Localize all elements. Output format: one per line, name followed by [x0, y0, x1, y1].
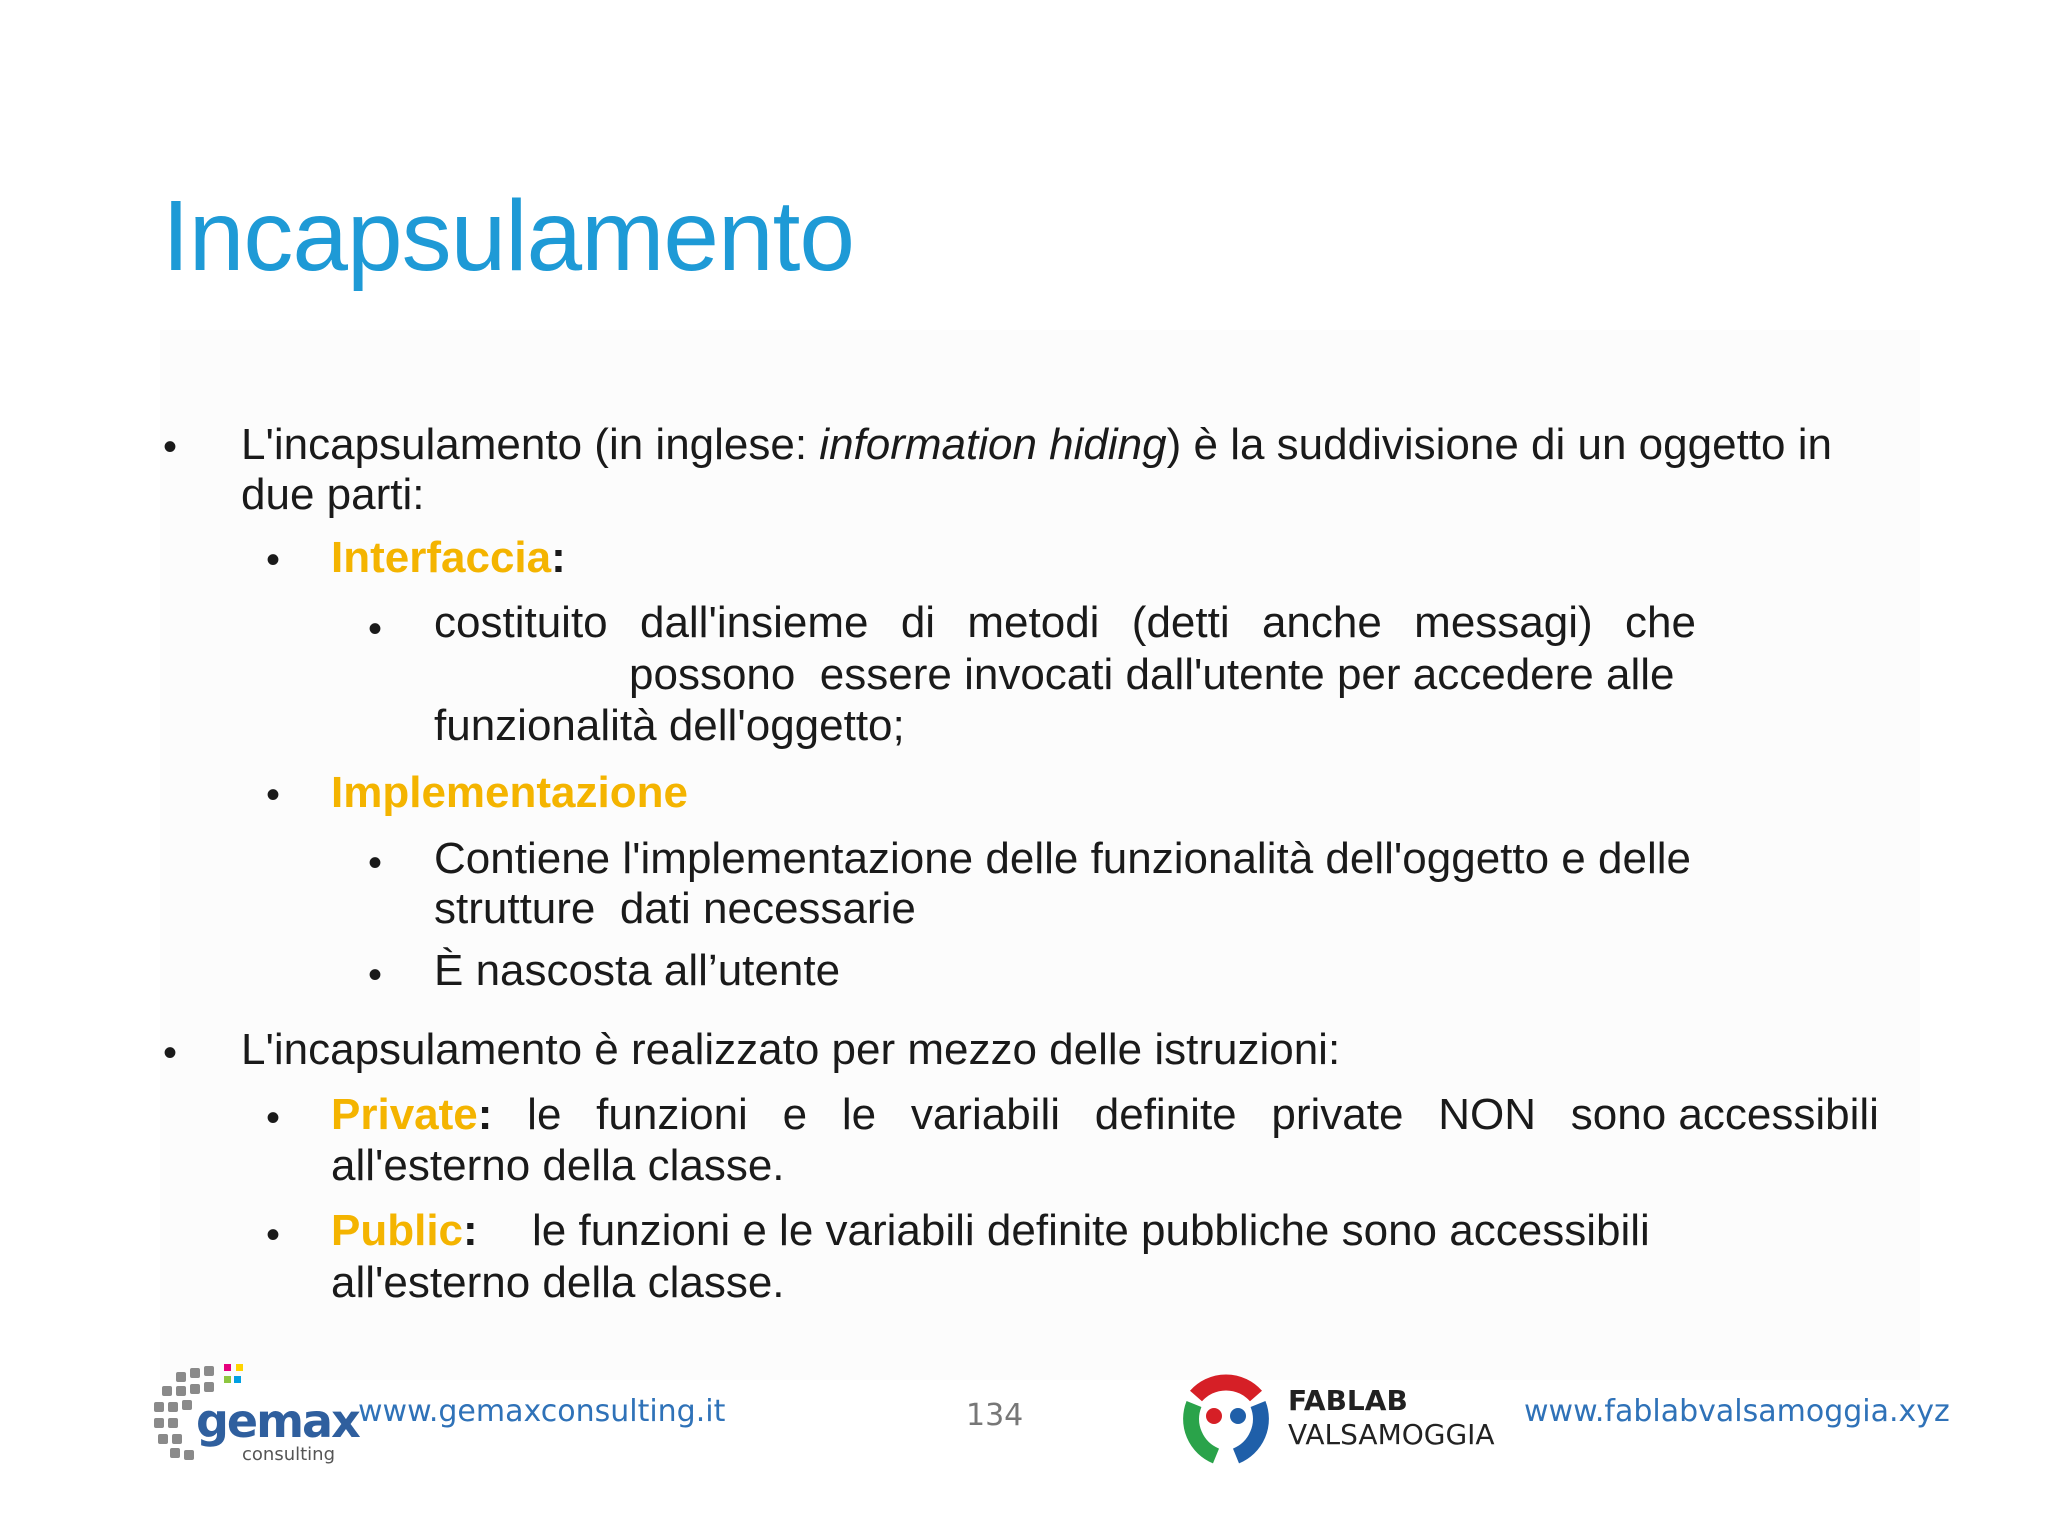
implementazione-heading: Implementazione: [331, 768, 688, 817]
private-line2: all'esterno della classe.: [331, 1141, 785, 1190]
word: private: [1271, 1090, 1404, 1139]
bullet-glyph: •: [266, 538, 281, 582]
word: di: [900, 598, 936, 647]
word: sono accessibili: [1570, 1090, 1879, 1139]
public-colon: :: [463, 1206, 478, 1255]
word: funzioni: [596, 1090, 748, 1139]
implementazione-sub1-line2: strutture dati necessarie: [434, 884, 916, 933]
private-heading: [331, 1090, 492, 1140]
point2-text: L'incapsulamento è realizzato per mezzo delle istruzioni:: [241, 1025, 1341, 1074]
interfaccia-sub-line1: [434, 598, 1696, 648]
page-number: 134: [966, 1398, 1024, 1433]
private-label: Private: [331, 1090, 478, 1139]
bullet-glyph: •: [266, 773, 281, 817]
interfaccia-sub-line3: funzionalità dell'oggetto;: [434, 701, 905, 750]
word: NON: [1438, 1090, 1536, 1139]
fablab-name-line2: VALSAMOGGIA: [1288, 1418, 1495, 1451]
word: definite: [1094, 1090, 1237, 1139]
point1-line1: [241, 420, 1832, 470]
fablab-logo: [1176, 1364, 1276, 1464]
bullet-glyph: •: [266, 1096, 281, 1140]
word: anche: [1261, 598, 1382, 647]
public-line2: all'esterno della classe.: [331, 1258, 785, 1307]
private-line1: [331, 1090, 1879, 1140]
implementazione-sub2: È nascosta all’utente: [434, 946, 841, 995]
public-label: Public: [331, 1206, 464, 1255]
word: le: [841, 1090, 877, 1139]
slide-title: Incapsulamento: [162, 180, 855, 292]
bullet-glyph: •: [163, 425, 178, 469]
private-colon: :: [477, 1090, 493, 1139]
point1-pre: L'incapsulamento (in inglese:: [241, 420, 820, 469]
word: le: [527, 1090, 562, 1139]
point1-line2: due parti:: [241, 470, 425, 519]
interfaccia-colon: :: [551, 533, 566, 582]
interfaccia-heading: [331, 533, 566, 583]
gemax-logo: [148, 1362, 359, 1472]
fablab-name-line1: FABLAB: [1288, 1384, 1408, 1417]
bullet-glyph: •: [368, 953, 383, 997]
bullet-glyph: •: [163, 1031, 178, 1075]
interfaccia-sub-line2: possono essere invocati dall'utente per accedere alle: [629, 650, 1675, 699]
gemax-logo-name: gemax: [196, 1394, 359, 1448]
bullet-glyph: •: [368, 607, 383, 651]
bullet-glyph: •: [266, 1213, 281, 1257]
point1-italic: information hiding: [819, 420, 1167, 469]
fablab-icon: [1176, 1364, 1276, 1464]
word: che: [1625, 598, 1696, 647]
public-heading: [331, 1206, 478, 1256]
word: dall'insieme: [639, 598, 869, 647]
word: costituito: [434, 598, 608, 647]
fablab-link[interactable]: www.fablabvalsamoggia.xyz: [1524, 1394, 1950, 1429]
point1-post: ) è la suddivisione di un oggetto in: [1166, 420, 1832, 469]
word: (detti: [1131, 598, 1230, 647]
public-line1: le funzioni e le variabili definite pubbliche sono accessibili: [532, 1206, 1650, 1255]
gemax-link[interactable]: www.gemaxconsulting.it: [358, 1394, 726, 1429]
gemax-logo-sub: consulting: [242, 1444, 335, 1465]
word: metodi: [967, 598, 1100, 647]
word: messagi): [1414, 598, 1593, 647]
implementazione-sub1-line1: Contiene l'implementazione delle funzionalità dell'oggetto e delle: [434, 834, 1691, 883]
interfaccia-label: Interfaccia: [331, 533, 552, 582]
word: e: [782, 1090, 808, 1139]
word: variabili: [910, 1090, 1060, 1139]
bullet-glyph: •: [368, 841, 383, 885]
